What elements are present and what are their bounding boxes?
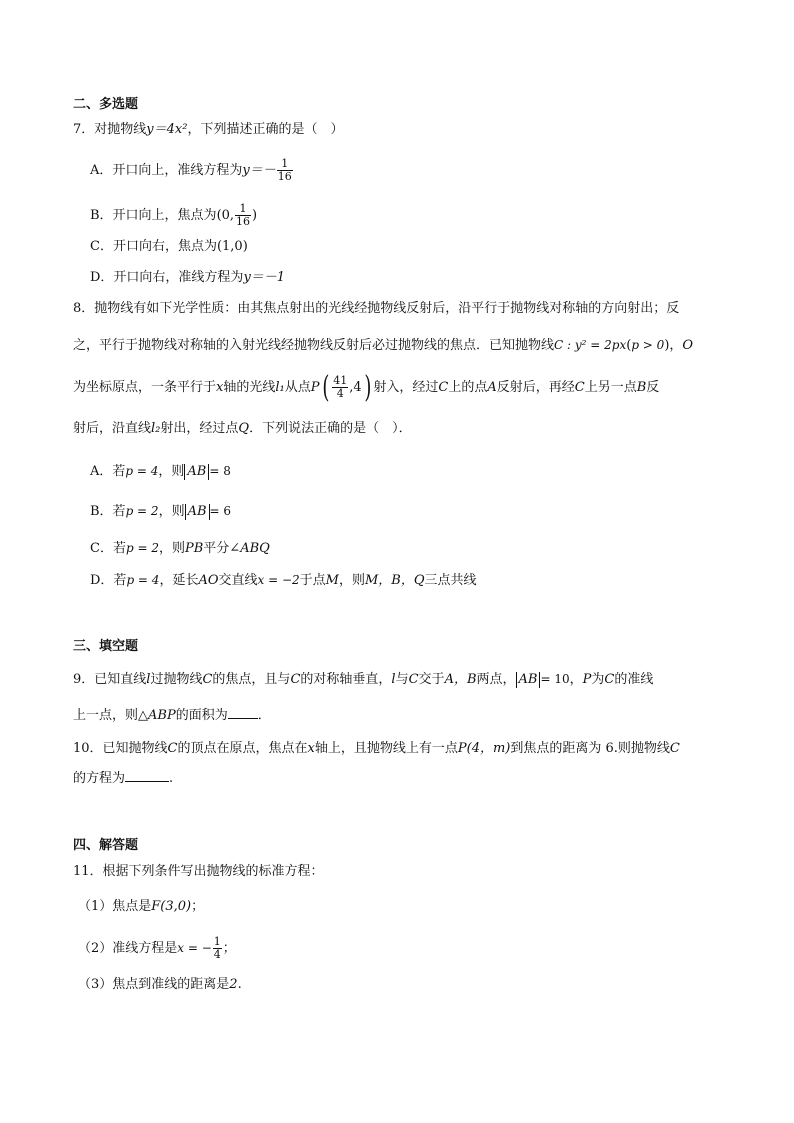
question-9-line-1: 9．已知直线l过抛物线C的焦点，且与C的对称轴垂直，l与C交于A，B两点， AB = 10，P为C的准线	[73, 672, 654, 687]
question-8-option-a: A．若p = 4，则 AB = 8	[90, 464, 231, 479]
question-7-option-a: A．开口向上，准线方程为y＝－ $\frac{1}{16}$	[90, 157, 292, 183]
section-title-fill-in: 三、填空题	[73, 639, 139, 654]
question-10-line-2: 的方程为 .	[73, 771, 174, 786]
question-11-part-3: （3）焦点到准线的距离是2.	[78, 977, 242, 992]
question-9-line-2: 上一点，则△ABP的面积为 ．	[73, 708, 271, 723]
question-7-option-b: B．开口向上，焦点为(0, $\frac{1}{16}$ )	[90, 202, 258, 228]
question-11-stem: 11．根据下列条件写出抛物线的标准方程：	[73, 864, 324, 879]
question-7-option-d: D．开口向右，准线方程为y＝－1	[90, 270, 286, 285]
question-8-option-c: C．若p = 2，则PB平分∠ABQ	[90, 541, 270, 556]
question-8-line-3: 为坐标原点，一条平行于x轴的光线l₁从点P( $\frac{41}{4}$ ,4) 射入，经过C上的点A反射后，再经C上另一点B反	[73, 369, 660, 405]
answer-blank[interactable]	[125, 769, 169, 782]
answer-blank[interactable]	[228, 706, 258, 719]
question-8-option-d: D．若p = 4，延长AO交直线x = −2于点M，则M，B，Q三点共线	[90, 573, 477, 588]
question-7-stem: 7．对抛物线y＝4x²，下列描述正确的是（ ）	[73, 122, 344, 137]
question-8-option-b: B．若p = 2，则 AB = 6	[90, 504, 232, 519]
question-8-line-1: 8．抛物线有如下光学性质：由其焦点射出的光线经抛物线反射后，沿平行于抛物线对称轴的方向射出；反	[73, 301, 680, 316]
section-title-answer: 四、解答题	[73, 838, 139, 853]
question-8-line-4: 射后，沿直线l₂射出，经过点Q．下列说法正确的是（ ）．	[73, 421, 412, 436]
question-11-part-1: （1）焦点是F(3,0)；	[78, 899, 205, 914]
question-10-line-1: 10．已知抛物线C的顶点在原点，焦点在x轴上，且抛物线上有一点P(4，m)到焦点的距离为 6.则抛物线C	[73, 741, 680, 756]
question-7-option-c: C．开口向右，焦点为(1,0)	[90, 239, 248, 254]
question-11-part-2: （2）准线方程是x = − $\frac{1}{4}$ ；	[78, 935, 236, 961]
question-8-line-2: 之，平行于抛物线对称轴的入射光线经抛物线反射后必过抛物线的焦点．已知抛物线C : y² = 2px(p > 0)，O	[73, 338, 694, 353]
section-title-multiple-choice: 二、多选题	[73, 97, 139, 112]
